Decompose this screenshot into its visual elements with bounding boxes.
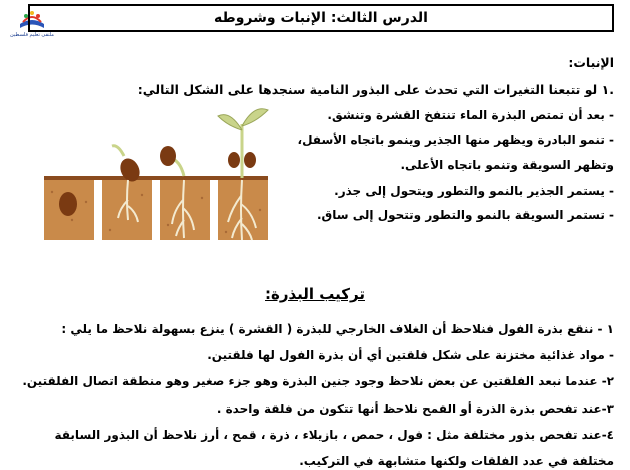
structure-paragraph: مختلفة في عدد الفلقات ولكنها متشابهة في التركيب. [299, 454, 614, 468]
germination-intro: .١ لو تتبعنا التغيرات التي تحدث على البذور النامية سنجدها على الشكل التالي: [137, 82, 614, 97]
structure-paragraph: ٢- عندما نبعد الفلقتين عن بعض نلاحظ وجود جنين البذرة وهو جزء صغير وهو منطقة اتصال الفلقتين. [22, 374, 614, 388]
lesson-title-box [28, 4, 614, 32]
lesson-title: الدرس الثالث: الإنبات وشروطه [214, 10, 428, 26]
germination-step: - يستمر الجذير بالنمو والتطور ويتحول إلى جذر. [334, 184, 614, 198]
structure-paragraph: ١ - ننقع بذرة الفول فنلاحظ أن الغلاف الخارجي للبذرة ( القشرة ) ينزع بسهولة نلاحظ ما يلي : [61, 322, 614, 336]
structure-paragraph: - مواد غذائية مختزنة على شكل فلقتين أي أن بذرة الفول لها فلقتين. [207, 348, 614, 362]
germination-stages-illustration [42, 100, 280, 250]
germination-step: - تنمو البادرة ويظهر منها الجذير وينمو باتجاه الأسفل، [297, 133, 614, 147]
structure-paragraph: ٣-عند تفحص بذرة الذرة أو القمح نلاحظ أنها تتكون من فلقة واحدة . [216, 402, 614, 416]
germination-heading: الإنبات: [568, 55, 614, 70]
logo-text: ملتقى تعليم فلسطين [10, 32, 54, 38]
germination-step: - بعد أن تمتص البذرة الماء تنتفخ القشرة وتنشق. [327, 108, 614, 122]
seed-structure-heading: تركيب البذرة: [265, 285, 365, 303]
seed-stage-1 [59, 192, 77, 216]
germination-step: وتظهر السويقة وتنمو باتجاه الأعلى. [400, 158, 614, 172]
structure-paragraph: ٤-عند تفحص بذور مختلفة مثل : فول ، حمص ، بازيلاء ، ذرة ، قمح ، أرز نلاحظ أن البذور السابقة [54, 428, 614, 442]
germination-step: - تستمر السويقة بالنمو والتطور وتتحول إلى ساق. [316, 208, 614, 222]
